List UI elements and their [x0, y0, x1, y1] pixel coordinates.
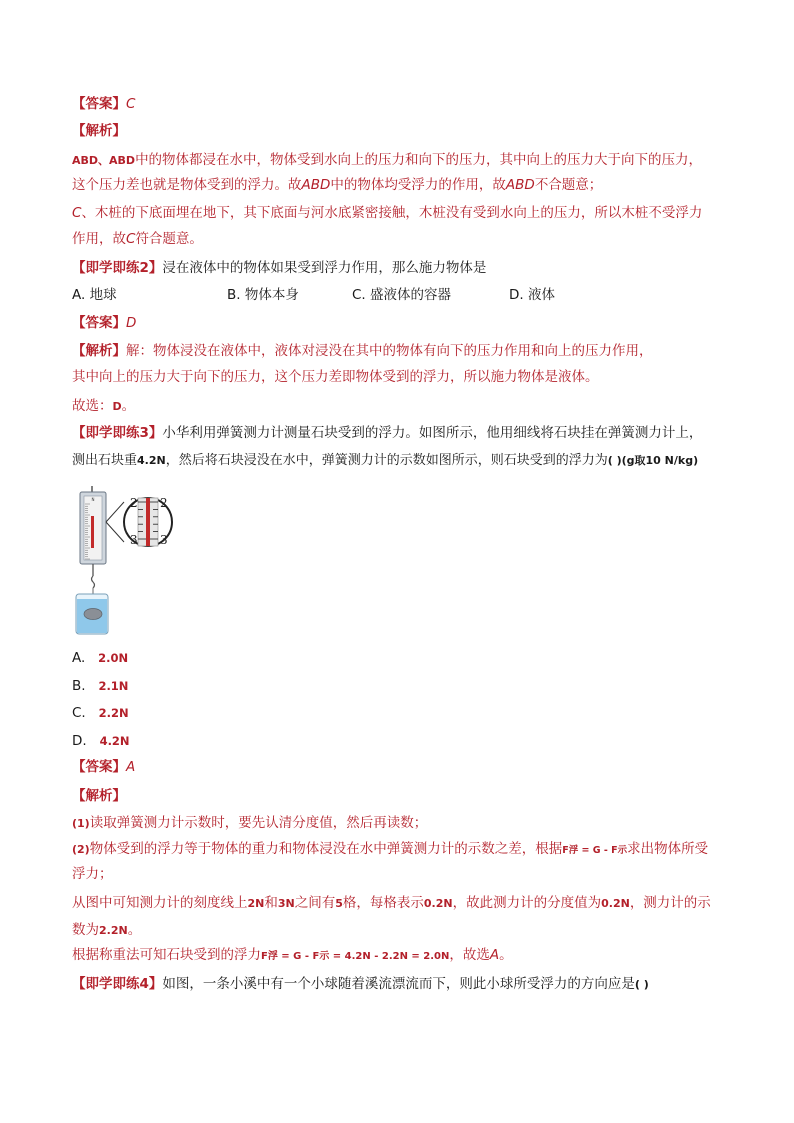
pointer [91, 516, 94, 548]
q1-answer-line [72, 94, 135, 114]
q2-analysis-line-2: 其中向上的压力大于向下的压力，这个压力差即物体受到的浮力，所以施力物体是液体。 [72, 369, 599, 385]
q3-question-line-1: 【即学即练3】小华利用弹簧测力计测量石块受到的浮力。如图所示，他用细线将石块挂在弹簧测力计上， [72, 425, 703, 441]
q3-option-c: C. 2.2N [72, 705, 129, 721]
q1-analysis-line-2: 这个压力差也就是物体受到的浮力。故ABD中的物体均受浮力的作用，故ABD不合题意； [72, 177, 603, 193]
spring-scale-diagram [72, 486, 182, 638]
scale-label-2: 2 [130, 496, 138, 510]
dial-letter: N [91, 497, 95, 502]
magnifier-lines [106, 502, 124, 542]
q3-analysis-2b: 浮力； [72, 866, 113, 882]
q1-analysis-line-4: 作用，故C符合题意。 [72, 231, 203, 247]
q2-option-a: A. 地球 [72, 287, 117, 303]
q2-choice-line: 故选：D。 [72, 398, 136, 414]
stone [84, 609, 102, 620]
scale-label-2-right: 2 [160, 496, 168, 510]
q2-option-b: B. 物体本身 [227, 287, 299, 303]
q3-answer-line: 【答案】A [72, 759, 136, 775]
q3-analysis-4: 数为2.2N。 [72, 922, 142, 938]
analysis-tag: 【解析】 [72, 123, 126, 139]
q3-option-d: D. 4.2N [72, 733, 130, 749]
question-text: 浸在液体中的物体如果受到浮力作用，那么施力物体是 [162, 260, 487, 276]
spring-scale-figure [72, 486, 182, 638]
q3-analysis-2: (2)物体受到的浮力等于物体的重力和物体浸没在水中弹簧测力计的示数之差，根据F浮 = G - F示求出物体所受 [72, 841, 709, 857]
q3-option-a: A. 2.0N [72, 650, 129, 666]
q3-analysis-3: 从图中可知测力计的刻度线上2N和3N之间有5格，每格表示0.2N，故此测力计的分度值为0.2N，测力计的示 [72, 895, 711, 911]
q3-option-b: B. 2.1N [72, 678, 129, 694]
q3-analysis-5: 根据称重法可知石块受到的浮力F浮 = G - F示 = 4.2N - 2.2N = 2.0N，故选A。 [72, 947, 513, 963]
q1-analysis-tag [72, 121, 126, 141]
q3-question-line-2: 测出石块重4.2N，然后将石块浸没在水中，弹簧测力计的示数如图所示，则石块受到的浮力为( )(g取10 N/kg) [72, 453, 699, 468]
answer-value: C [126, 96, 136, 112]
magnified-pointer [146, 498, 150, 546]
q1-analysis-line-3: C、木桩的下底面埋在地下，其下底面与河水底紧密接触，木桩没有受到水向上的压力，所以木桩不受浮力 [72, 205, 703, 221]
scale-label-3: 3 [130, 533, 138, 547]
q2-option-c: C. 盛液体的容器 [352, 287, 452, 303]
q4-question: 【即学即练4】如图，一条小溪中有一个小球随着溪流漂流而下，则此小球所受浮力的方向应是( ) [72, 976, 649, 992]
q1-analysis-line-1: ABD、ABD中的物体都浸在水中，物体受到水向上的压力和向下的压力，其中向上的压力大于向下的压力， [72, 152, 703, 168]
q3-analysis-1: (1)读取弹簧测力计示数时，要先认清分度值，然后再读数； [72, 815, 428, 831]
q2-question [72, 258, 486, 278]
q2-analysis-line-1: 【解析】解：物体浸没在液体中，液体对浸没在其中的物体有向下的压力作用和向上的压力作用， [72, 343, 653, 359]
bottom-hook [92, 576, 95, 588]
scale-label-3-right: 3 [160, 533, 168, 547]
answer-tag: 【答案】 [72, 96, 126, 112]
q3-analysis-tag: 【解析】 [72, 788, 126, 804]
q2-answer-line: 【答案】D [72, 315, 137, 331]
q2-option-d: D. 液体 [509, 287, 555, 303]
practice-tag: 【即学即练2】 [72, 260, 163, 276]
